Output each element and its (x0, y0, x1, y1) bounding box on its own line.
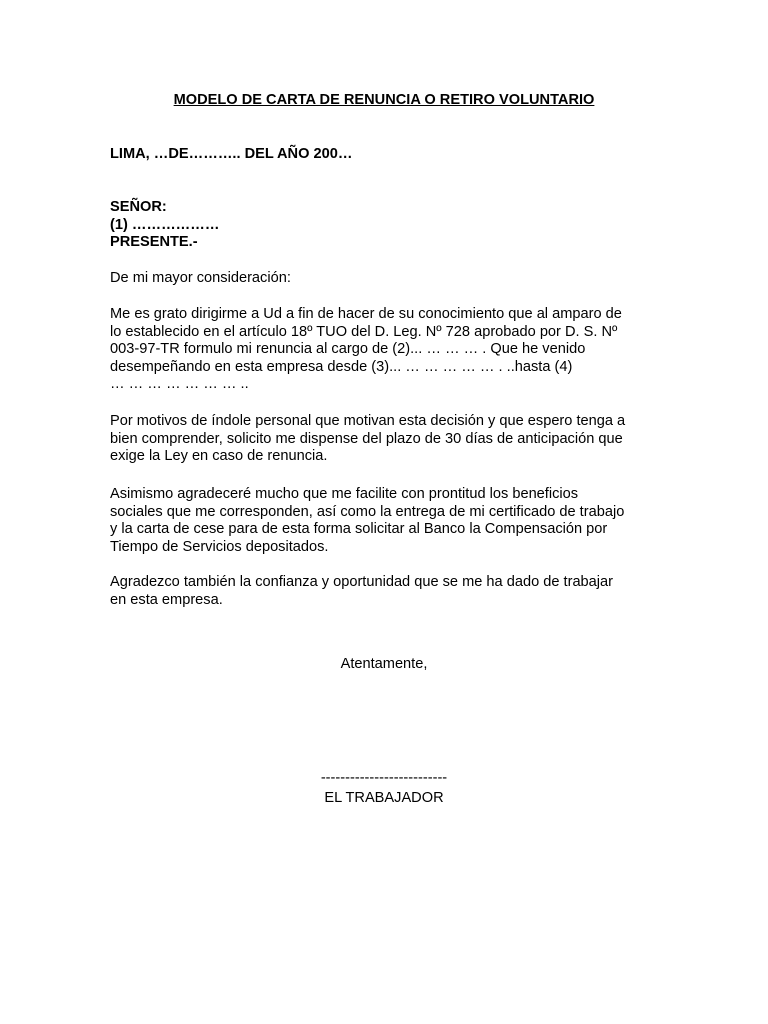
paragraph-2-line: exige la Ley en caso de renuncia. (110, 448, 328, 464)
closing: Atentamente, (340, 656, 428, 672)
paragraph-2 (110, 413, 670, 466)
paragraph-3-line: Tiempo de Servicios depositados. (110, 538, 329, 555)
paragraph-1-line: … … … … … … … .. (110, 376, 249, 392)
addressee-name: (1) ……………… (110, 216, 220, 233)
paragraph-3 (110, 486, 670, 556)
date-line: LIMA, …DE……….. DEL AÑO 200… (110, 146, 353, 162)
paragraph-2-line: Por motivos de índole personal que motivan esta decisión y que espero tenga a (110, 413, 626, 429)
paragraph-1-line: Me es grato dirigirme a Ud a fin de hacer de su conocimiento que al amparo de (110, 306, 622, 322)
paragraph-4 (110, 574, 670, 609)
paragraph-1 (110, 306, 670, 394)
signature-line: -------------------------- (320, 770, 448, 786)
signature-name: EL TRABAJADOR (324, 790, 444, 806)
addressee-block (110, 199, 670, 252)
paragraph-1-line: lo establecido en el artículo 18º TUO del D. Leg. Nº 728 aprobado por D. S. Nº (110, 323, 618, 340)
paragraph-4-line: Agradezco también la confianza y oportunidad que se me ha dado de trabajar (110, 574, 614, 590)
document-title: MODELO DE CARTA DE RENUNCIA O RETIRO VOLUNTARIO (173, 92, 595, 108)
paragraph-3-line: Asimismo agradeceré mucho que me facilite con prontitud los beneficios (110, 486, 579, 502)
paragraph-1-line: desempeñando en esta empresa desde (3)... … … … … … . ..hasta (4) (110, 358, 573, 375)
addressee-salutation: SEÑOR: (110, 199, 167, 215)
paragraph-3-line: sociales que me corresponden, así como la entrega de mi certificado de trabajo (110, 503, 625, 520)
paragraph-1-line: 003-97-TR formulo mi renuncia al cargo de (2)... … … … . Que he venido (110, 341, 586, 357)
paragraph-3-line: y la carta de cese para de esta forma solicitar al Banco la Compensación por (110, 521, 608, 537)
paragraph-4-line: en esta empresa. (110, 591, 223, 608)
greeting: De mi mayor consideración: (110, 270, 291, 286)
paragraph-2-line: bien comprender, solicito me dispense del plazo de 30 días de anticipación que (110, 430, 623, 447)
addressee-presente: PRESENTE.- (110, 234, 198, 250)
